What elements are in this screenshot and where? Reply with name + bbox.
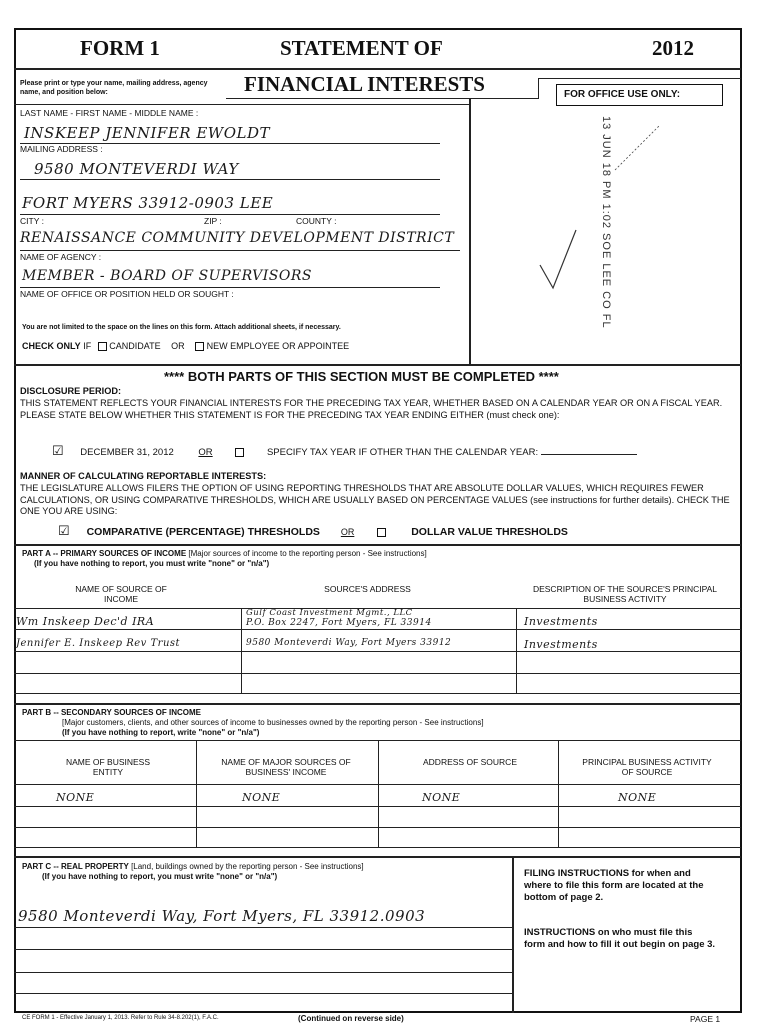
agency-label: NAME OF AGENCY : bbox=[20, 252, 102, 262]
city-label: CITY : bbox=[20, 216, 44, 226]
footer-continued: (Continued on reverse side) bbox=[298, 1014, 404, 1023]
part-b-sources-value[interactable]: NONE bbox=[242, 791, 281, 804]
part-a-col-name: NAME OF SOURCE OF INCOME bbox=[75, 584, 167, 604]
agency-value[interactable]: RENAISSANCE COMMUNITY DEVELOPMENT DISTRICT bbox=[20, 230, 455, 246]
office-date-stamp: 13 JUN 18 PM 1:02 SOE LEE CO FL bbox=[600, 116, 612, 329]
office-use-label: FOR OFFICE USE ONLY: bbox=[564, 89, 681, 100]
part-b-entity-value[interactable]: NONE bbox=[56, 791, 95, 804]
filing-instructions: FILING INSTRUCTIONS for when and where to file this form are located at the bottom of page 2. bbox=[524, 868, 704, 903]
footer-form-ref: CE FORM 1 - Effective January 1, 2013. Refer to Rule 34-8.202(1), F.A.C. bbox=[22, 1015, 219, 1021]
or-label: OR bbox=[171, 341, 185, 351]
mailing-value[interactable]: 9580 MONTEVERDI WAY bbox=[34, 160, 239, 178]
position-value[interactable]: MEMBER - BOARD OF SUPERVISORS bbox=[22, 268, 312, 284]
part-b-col-address: ADDRESS OF SOURCE bbox=[423, 757, 517, 767]
part-b-col-sources: NAME OF MAJOR SOURCES OF BUSINESS' INCOME bbox=[221, 757, 351, 777]
candidate-checkbox[interactable] bbox=[98, 342, 107, 351]
name-value[interactable]: INSKEEP JENNIFER EWOLDT bbox=[24, 124, 271, 142]
footer-page-number: PAGE 1 bbox=[690, 1014, 721, 1024]
december-checkbox[interactable]: ☑ bbox=[52, 443, 64, 458]
form-title: FORM 1 bbox=[80, 36, 160, 60]
specify-option: SPECIFY TAX YEAR IF OTHER THAN THE CALENDAR YEAR: bbox=[266, 447, 539, 458]
candidate-label: CANDIDATE bbox=[109, 341, 161, 351]
part-b-col-entity: NAME OF BUSINESS ENTITY bbox=[65, 757, 151, 777]
part-a-row1-name[interactable]: Wm Inskeep Dec'd IRA bbox=[16, 615, 155, 628]
part-a-col-activity: DESCRIPTION OF THE SOURCE'S PRINCIPAL BUSINESS ACTIVITY bbox=[532, 584, 718, 604]
part-b-note: (If you have nothing to report, write "none" or "n/a") bbox=[62, 728, 260, 737]
part-c-title: PART C -- REAL PROPERTY bbox=[22, 862, 129, 871]
comparative-checkbox[interactable]: ☑ bbox=[58, 523, 70, 538]
part-b-address-value[interactable]: NONE bbox=[422, 791, 461, 804]
disclosure-text: THIS STATEMENT REFLECTS YOUR FINANCIAL INTERESTS FOR THE PRECEDING TAX YEAR, WHETHER BASED ON A CALENDAR YEAR OR ON A FISCAL YEAR. PLEASE STATE BELOW WHETHER THIS STATEMENT IS FOR THE PRECEDING TAX YEAR ENDING EITHER (must check one): bbox=[20, 398, 723, 420]
disclosure-or: OR bbox=[198, 447, 213, 458]
threshold-or: OR bbox=[340, 527, 355, 537]
position-label: NAME OF OFFICE OR POSITION HELD OR SOUGHT : bbox=[20, 289, 234, 299]
part-a-row1-address2[interactable]: P.O. Box 2247, Fort Myers, FL 33914 bbox=[246, 618, 432, 628]
mailing-label: MAILING ADDRESS : bbox=[20, 144, 103, 154]
statement-title-line1: STATEMENT OF bbox=[280, 36, 443, 60]
not-limited-note: You are not limited to the space on the lines on this form. Attach additional sheets, if necessary. bbox=[22, 324, 341, 331]
check-only-label: CHECK ONLY bbox=[22, 341, 81, 351]
check-only-if: IF bbox=[83, 341, 92, 351]
form-year: 2012 bbox=[652, 36, 694, 60]
december-option: DECEMBER 31, 2012 bbox=[80, 447, 174, 458]
part-a-row2-activity[interactable]: Investments bbox=[524, 638, 598, 651]
who-must-file-instructions: INSTRUCTIONS on who must file this form and how to fill it out begin on page 3. bbox=[524, 927, 716, 950]
section-banner: **** BOTH PARTS OF THIS SECTION MUST BE COMPLETED **** bbox=[164, 369, 559, 384]
new-employee-checkbox[interactable] bbox=[195, 342, 204, 351]
office-checkmark bbox=[520, 110, 720, 310]
zip-label: ZIP : bbox=[204, 216, 222, 226]
check-only-row bbox=[22, 341, 349, 351]
specify-line[interactable] bbox=[541, 454, 637, 455]
part-c-note: (If you have nothing to report, you must write "none" or "n/a") bbox=[42, 872, 278, 881]
part-a-row1-activity[interactable]: Investments bbox=[524, 615, 598, 628]
county-label: COUNTY : bbox=[296, 216, 337, 226]
manner-text: THE LEGISLATURE ALLOWS FILERS THE OPTION OF USING REPORTING THRESHOLDS THAT ARE ABSOLUTE DOLLAR VALUES, WHICH REQUIRES FEWER CALCULATIONS, OR USING COMPARATIVE THRESHOLDS, WHICH ARE USUALLY BASED ON PERCENTAGE VALUES (see instructions for further details). CHECK THE ONE YOU ARE USING: bbox=[20, 483, 730, 516]
print-instruction: Please print or type your name, mailing address, agency name, and position below: bbox=[20, 80, 208, 96]
city-zip-county-value[interactable]: FORT MYERS 33912-0903 LEE bbox=[22, 194, 274, 212]
part-c-value[interactable]: 9580 Monteverdi Way, Fort Myers, FL 33912.0903 bbox=[18, 907, 426, 925]
manner-title: MANNER OF CALCULATING REPORTABLE INTERESTS: bbox=[20, 471, 267, 481]
part-b-subtitle: [Major customers, clients, and other sources of income to businesses owned by the reporting person - See instructions] bbox=[62, 718, 484, 727]
statement-title-line2: FINANCIAL INTERESTS bbox=[244, 72, 485, 96]
name-label: LAST NAME - FIRST NAME - MIDDLE NAME : bbox=[20, 108, 199, 118]
disclosure-title: DISCLOSURE PERIOD: bbox=[20, 386, 122, 396]
part-a-col-address: SOURCE'S ADDRESS bbox=[324, 584, 411, 594]
part-a-subtitle: [Major sources of income to the reporting person - See instructions] bbox=[188, 549, 427, 558]
part-a-row2-name[interactable]: Jennifer E. Inskeep Rev Trust bbox=[16, 638, 181, 649]
part-a-title: PART A -- PRIMARY SOURCES OF INCOME bbox=[22, 549, 187, 558]
disclosure-options bbox=[52, 443, 637, 459]
new-employee-label: NEW EMPLOYEE OR APPOINTEE bbox=[206, 341, 350, 351]
part-b-col-activity: PRINCIPAL BUSINESS ACTIVITY OF SOURCE bbox=[582, 757, 712, 777]
part-a-row1-address1[interactable]: Gulf Coast Investment Mgmt., LLC bbox=[246, 608, 413, 618]
part-a-note: (If you have nothing to report, you must write "none" or "n/a") bbox=[34, 559, 270, 568]
specify-checkbox[interactable] bbox=[235, 448, 244, 457]
part-b-activity-value[interactable]: NONE bbox=[618, 791, 657, 804]
dollar-checkbox[interactable] bbox=[377, 528, 386, 537]
comparative-option: COMPARATIVE (PERCENTAGE) THRESHOLDS bbox=[86, 526, 320, 538]
part-c-header bbox=[22, 862, 364, 871]
threshold-options bbox=[58, 523, 568, 539]
dollar-option: DOLLAR VALUE THRESHOLDS bbox=[411, 526, 568, 538]
part-b-title: PART B -- SECONDARY SOURCES OF INCOME bbox=[22, 708, 201, 717]
part-c-subtitle: [Land, buildings owned by the reporting person - See instructions] bbox=[131, 862, 364, 871]
part-a-header bbox=[22, 549, 427, 558]
part-a-row2-address[interactable]: 9580 Monteverdi Way, Fort Myers 33912 bbox=[246, 638, 452, 648]
